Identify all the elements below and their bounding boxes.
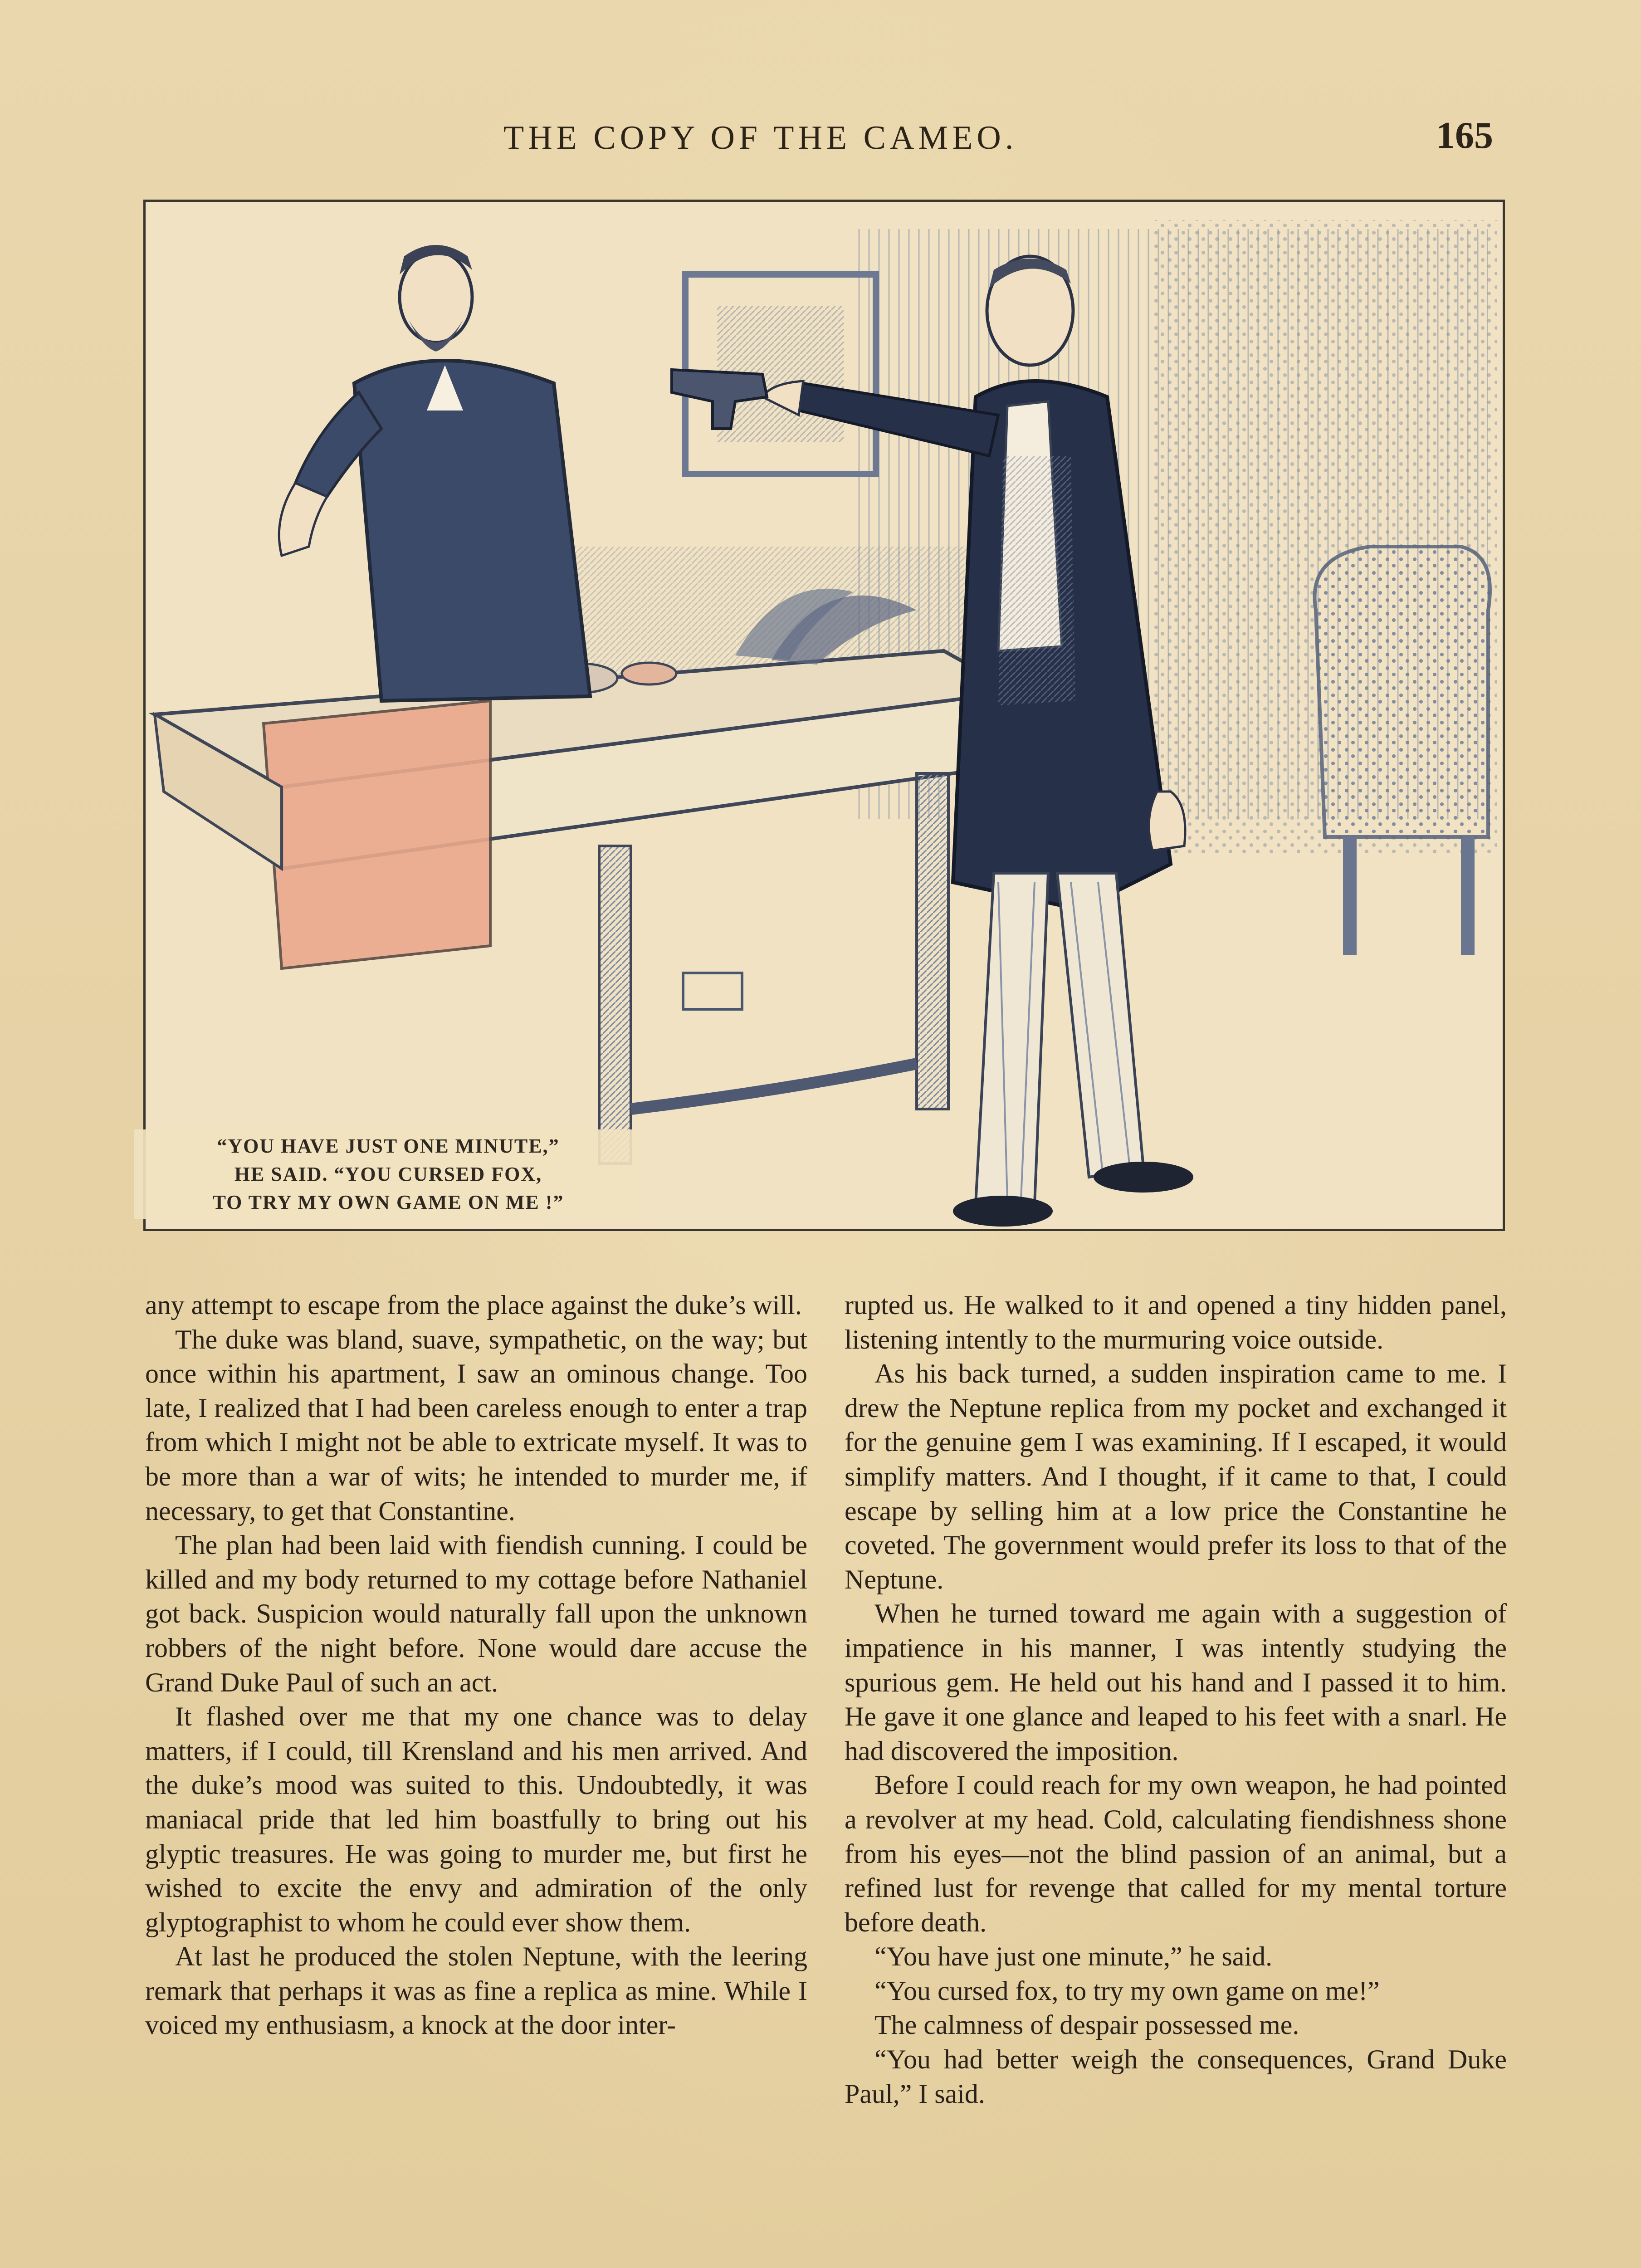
- paragraph: rupted us. He walked to it and opened a tiny hidden panel, listening intently to the murmuring voice outside.: [845, 1290, 1507, 1354]
- paragraph: The calmness of despair possessed me.: [874, 2010, 1299, 2040]
- page-number: 165: [1436, 114, 1493, 156]
- paragraph: As his back turned, a sudden inspiration came to me. I drew the Neptune replica from my pocket and exchanged it for the genuine gem I was examining. If I escaped, it would simplify matters. And I thought, if it came to that, I could escape by selling him at a low price the Constantine he coveted. The government would prefer its loss to that of the Neptune.: [845, 1359, 1507, 1594]
- paragraph: Before I could reach for my own weapon, he had pointed a revolver at my head. Cold, calculating fiendishness shone from his eyes—not the blind passion of an animal, but a refined lust for revenge that called for my mental torture before death.: [845, 1770, 1507, 1937]
- caption-line: HE SAID. “YOU CURSED FOX,: [234, 1163, 542, 1185]
- paragraph: It flashed over me that my one chance was to delay matters, if I could, till Krensland and his men arrived. And the duke’s mood was suited to this. Undoubtedly, it was maniacal pride that led him boastfully to bring out his glyptic treasures. He was going to murder me, but first he wished to excite the envy and admiration of the only glyptographist to whom he could ever show them.: [145, 1701, 807, 1937]
- caption-line: TO TRY MY OWN GAME ON ME !”: [212, 1191, 564, 1213]
- paragraph: any attempt to escape from the place against the duke’s will.: [145, 1290, 802, 1320]
- paragraph: “You have just one minute,” he said.: [874, 1941, 1273, 1972]
- paragraph: “You cursed fox, to try my own game on me!”: [874, 1975, 1380, 2006]
- paragraph: When he turned toward me again with a suggestion of impatience in his manner, I was intently studying the spurious gem. He held out his hand and I passed it to him. He gave it one glance and leaped to his feet with a snarl. He had discovered the imposition.: [845, 1598, 1507, 1766]
- illustration-drawing: [146, 202, 1503, 1229]
- paragraph: The plan had been laid with fiendish cunning. I could be killed and my body returned to my cottage before Nathaniel got back. Suspicion would naturally fall upon the unknown robbers of the night before. None would dare accuse the Grand Duke Paul of such an act.: [145, 1530, 807, 1697]
- running-title: THE COPY OF THE CAMEO.: [503, 119, 1018, 156]
- illustration: [143, 200, 1505, 1231]
- text-column-left: [145, 1288, 807, 2043]
- paragraph: At last he produced the stolen Neptune, with the leering remark that perhaps it was as fine a replica as mine. While I voiced my enthusiasm, a knock at the door inter-: [145, 1941, 807, 2040]
- text-column-right: [845, 1288, 1507, 2111]
- paragraph: The duke was bland, suave, sympathetic, on the way; but once within his apartment, I saw an ominous change. Too late, I realized that I had been careless enough to enter a trap from which I might not be able to extricate myself. It was to be more than a war of wits; he intended to murder me, if necessary, to get that Constantine.: [145, 1324, 807, 1526]
- illustration-caption: [134, 1129, 642, 1219]
- paragraph: “You had better weigh the consequences, Grand Duke Paul,” I said.: [845, 2044, 1507, 2109]
- caption-line: “YOU HAVE JUST ONE MINUTE,”: [217, 1135, 560, 1157]
